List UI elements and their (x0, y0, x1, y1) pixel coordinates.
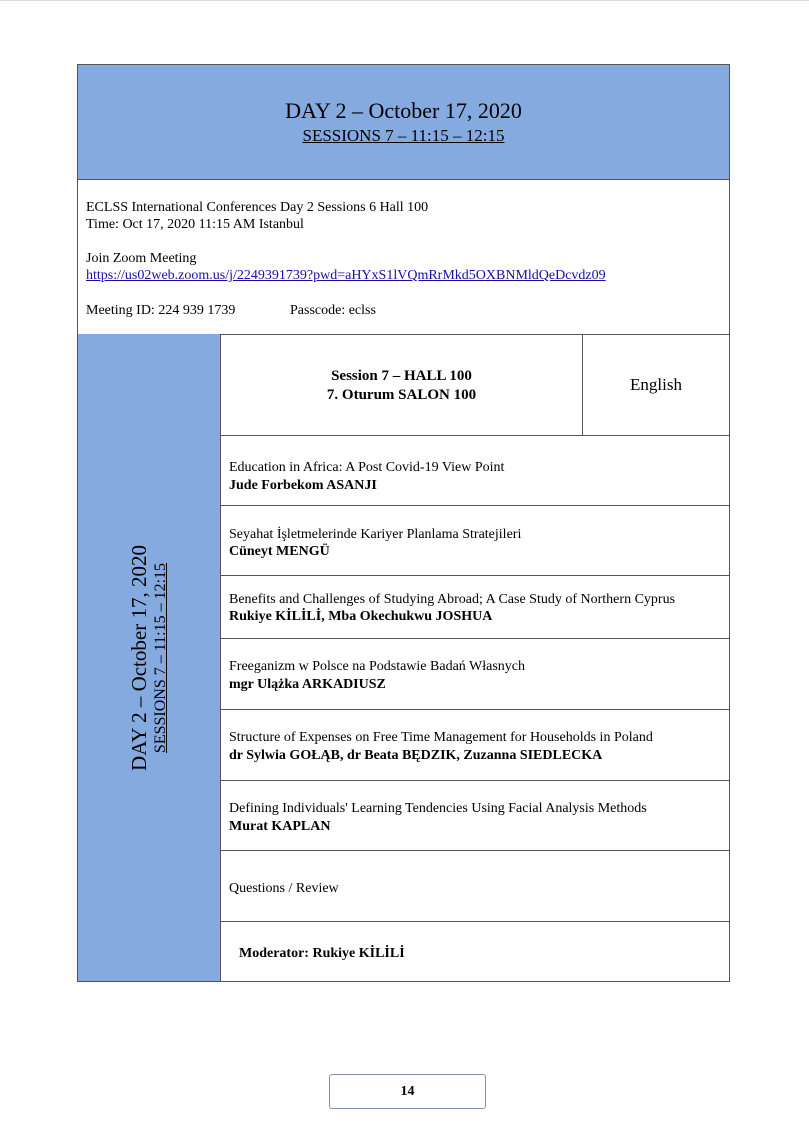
paper-title: Structure of Expenses on Free Time Management for Households in Poland (229, 730, 653, 745)
paper-authors: Rukiye KİLİLİ, Mba Okechukwu JOSHUA (229, 609, 493, 624)
paper-authors: dr Sylwia GOŁĄB, dr Beata BĘDZIK, Zuzanna SIEDLECKA (229, 748, 603, 763)
moderator-row (221, 922, 729, 981)
session-name: Session 7 – HALL 100 (331, 368, 472, 384)
vertical-day-label (78, 334, 221, 981)
join-label: Join Zoom Meeting (86, 251, 197, 266)
questions-label: Questions / Review (229, 881, 339, 896)
paper-title: Education in Africa: A Post Covid-19 View Point (229, 460, 505, 475)
paper-row (221, 576, 729, 639)
paper-row (221, 436, 729, 506)
paper-title: Seyahat İşletmelerinde Kariyer Planlama Stratejileri (229, 527, 522, 542)
meeting-id: Meeting ID: 224 939 1739 (86, 303, 236, 318)
questions-row (221, 851, 729, 922)
paper-authors: mgr Ulążka ARKADIUSZ (229, 677, 386, 692)
moderator-label: Moderator: Rukiye KİLİLİ (239, 946, 405, 961)
session-name-tr: 7. Oturum SALON 100 (326, 387, 477, 403)
session-time: SESSIONS 7 – 11:15 – 12:15 (302, 126, 505, 145)
day-header (78, 65, 729, 180)
paper-row (221, 781, 729, 851)
vertical-text (127, 358, 171, 958)
paper-title: Benefits and Challenges of Studying Abroad; A Case Study of Northern Cyprus (229, 592, 676, 607)
meeting-info (78, 179, 729, 335)
paper-authors: Murat KAPLAN (229, 819, 331, 834)
paper-authors: Cüneyt MENGÜ (229, 544, 330, 559)
language-label: English (630, 375, 682, 394)
session-hall-cell (221, 334, 583, 436)
page-top-rule (0, 0, 809, 1)
session-table (77, 64, 730, 982)
passcode: Passcode: eclss (290, 303, 376, 318)
paper-row (221, 710, 729, 781)
paper-title: Freeganizm w Polsce na Podstawie Badań Własnych (229, 659, 526, 674)
language-cell (583, 334, 729, 436)
paper-authors: Jude Forbekom ASANJI (229, 478, 377, 493)
meeting-line-1: ECLSS International Conferences Day 2 Sessions 6 Hall 100 (86, 200, 429, 215)
paper-row (221, 639, 729, 710)
vertical-session-time: SESSIONS 7 – 11:15 – 12:15 (152, 562, 169, 754)
paper-row (221, 506, 729, 576)
page-number: 14 (329, 1074, 486, 1109)
day-title: DAY 2 – October 17, 2020 (285, 98, 522, 123)
zoom-link[interactable]: https://us02web.zoom.us/j/2249391739?pwd=aHYxS1lVQmRrMkd5OXBNMldQeDcvdz09 (86, 268, 606, 283)
paper-title: Defining Individuals' Learning Tendencies Using Facial Analysis Methods (229, 801, 647, 816)
meeting-time: Time: Oct 17, 2020 11:15 AM Istanbul (86, 217, 304, 232)
vertical-day-title: DAY 2 – October 17, 2020 (127, 545, 151, 771)
